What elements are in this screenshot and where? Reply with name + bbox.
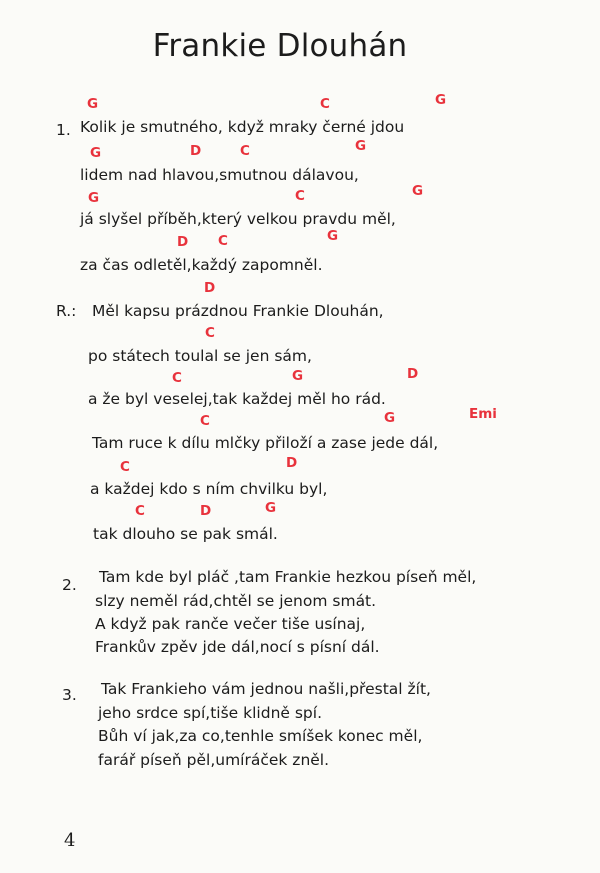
chord: C <box>320 96 330 112</box>
lyric-line: Frankův zpěv jde dál,nocí s písní dál. <box>95 638 380 656</box>
lyric-line: Tam ruce k dílu mlčky přiloží a zase jede dál, <box>92 434 439 452</box>
chord: D <box>200 503 212 519</box>
song-title: Frankie Dlouhán <box>152 28 408 64</box>
chord: C <box>200 413 210 429</box>
lyric-line: já slyšel příběh,který velkou pravdu měl, <box>80 210 396 228</box>
lyric-line: a každej kdo s ním chvilku byl, <box>90 480 328 498</box>
lyric-line: jeho srdce spí,tiše klidně spí. <box>98 704 323 722</box>
chord: G <box>412 183 424 199</box>
chord: C <box>135 503 145 519</box>
chord: C <box>120 459 130 475</box>
verse-number: 2. <box>62 576 77 594</box>
chord: C <box>205 325 215 341</box>
verse-number: 3. <box>62 686 77 704</box>
lyric-line: Kolik je smutného, když mraky černé jdou <box>80 118 405 136</box>
chord: G <box>435 92 447 108</box>
chord: D <box>407 366 419 382</box>
chord: G <box>90 145 102 161</box>
chord: C <box>295 188 305 204</box>
lyric-line: farář píseň pěl,umíráček zněl. <box>98 751 330 769</box>
chord: C <box>240 143 250 159</box>
chord: Emi <box>469 406 497 422</box>
lyric-line: Tam kde byl pláč ,tam Frankie hezkou píseň měl, <box>99 568 477 586</box>
chord: G <box>384 410 396 426</box>
lyric-line: a že byl veselej,tak každej měl ho rád. <box>88 390 386 408</box>
chord: G <box>292 368 304 384</box>
lyric-line: slzy neměl rád,chtěl se jenom smát. <box>95 592 377 610</box>
lyric-line: Bůh ví jak,za co,tenhle smíšek konec měl, <box>98 727 423 745</box>
verse-number: 1. <box>56 121 71 139</box>
lyric-line: Tak Frankieho vám jednou našli,přestal žít, <box>101 680 431 698</box>
chord: C <box>218 233 228 249</box>
chord: G <box>327 228 339 244</box>
lyric-line: za čas odletěl,každý zapomněl. <box>80 256 323 274</box>
chord: G <box>88 190 100 206</box>
refrain-label: R.: <box>56 302 77 320</box>
chord: D <box>177 234 189 250</box>
chord: D <box>190 143 202 159</box>
lyric-line: A když pak ranče večer tiše usínaj, <box>95 615 366 633</box>
chord: C <box>172 370 182 386</box>
lyric-line: Měl kapsu prázdnou Frankie Dlouhán, <box>92 302 384 320</box>
chord: D <box>286 455 298 471</box>
lyric-line: tak dlouho se pak smál. <box>93 525 278 543</box>
chord: G <box>355 138 367 154</box>
chord: G <box>87 96 99 112</box>
lyric-line: lidem nad hlavou,smutnou dálavou, <box>80 166 359 184</box>
chord: D <box>204 280 216 296</box>
lyric-line: po státech toulal se jen sám, <box>88 347 312 365</box>
page-number: 4 <box>64 830 76 851</box>
chord: G <box>265 500 277 516</box>
